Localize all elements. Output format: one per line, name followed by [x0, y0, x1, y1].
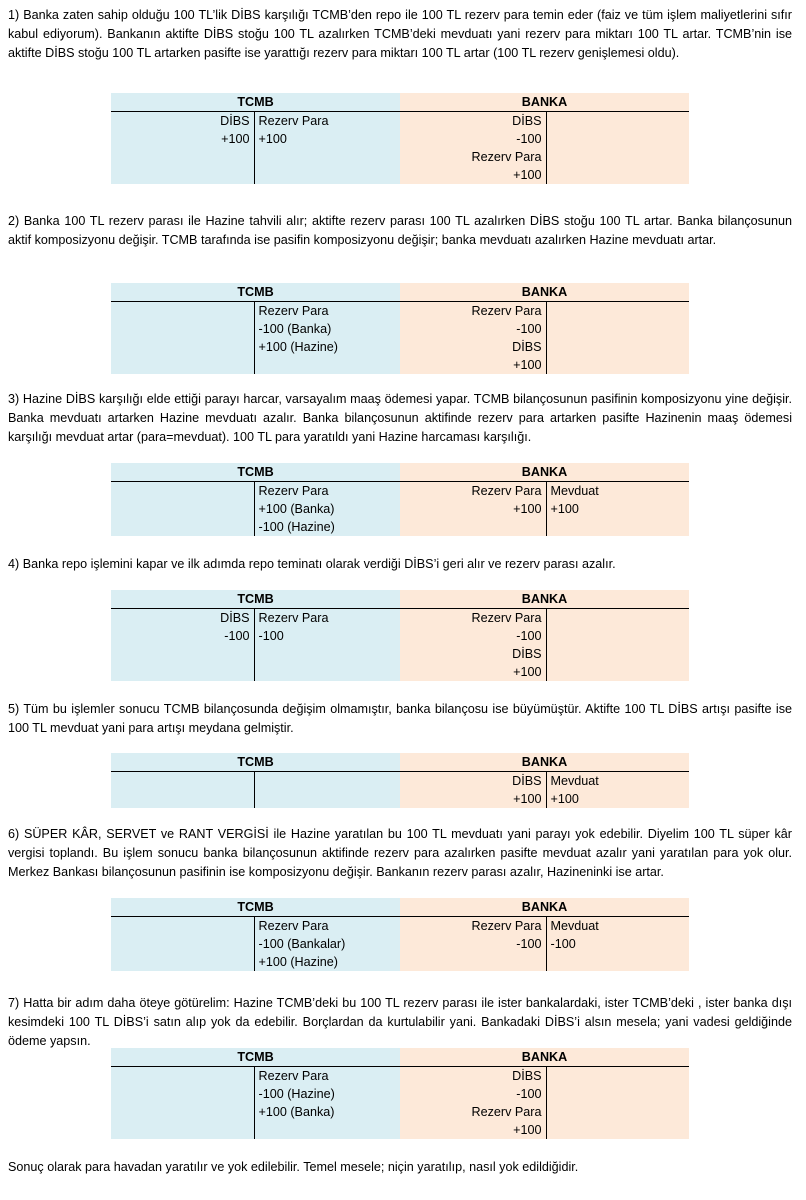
tcmb-liability-cell: -100 (Hazine): [254, 518, 400, 536]
tcmb-liability-cell: [254, 166, 400, 184]
banka-liability-cell: [546, 953, 689, 971]
tcmb-liability-cell: -100 (Banka): [254, 320, 400, 338]
ledger-row: [111, 1121, 689, 1139]
banka-liability-cell: [546, 302, 689, 321]
ledger-header-row: [111, 753, 689, 772]
banka-liability-cell: [546, 518, 689, 536]
tcmb-header: TCMB: [111, 898, 400, 917]
banka-liability-cell: [546, 320, 689, 338]
tcmb-asset-cell: [111, 166, 254, 184]
banka-liability-cell: [546, 1085, 689, 1103]
paragraph-step-2: 2) Banka 100 TL rezerv parası ile Hazine tahvili alır; aktifte rezerv parası 100 TL azalırken DİBS stoğu 100 TL artar. Banka bilançosunun aktif komposizyonu değişir. TCMB tarafında ise pasifin komposizyonu değişir; banka mevduatı azalırken Hazine mevduatı artar.: [8, 214, 792, 247]
ledger-row: [111, 338, 689, 356]
tcmb-asset-cell: DİBS: [111, 609, 254, 628]
ledger-row: [111, 112, 689, 131]
ledger-row: [111, 1103, 689, 1121]
paragraph-step-4: 4) Banka repo işlemini kapar ve ilk adımda repo teminatı olarak verdiği DİBS’i geri alır ve rezerv parası azalır.: [8, 557, 616, 571]
tcmb-liability-cell: [254, 356, 400, 374]
ledger-row: [111, 1067, 689, 1086]
ledger-row: [111, 609, 689, 628]
banka-header: BANKA: [400, 753, 689, 772]
tcmb-liability-cell: Rezerv Para: [254, 302, 400, 321]
tcmb-liability-cell: -100 (Bankalar): [254, 935, 400, 953]
banka-liability-cell: [546, 663, 689, 681]
tcmb-asset-cell: [111, 518, 254, 536]
banka-header: BANKA: [400, 93, 689, 112]
banka-header: BANKA: [400, 463, 689, 482]
banka-header: BANKA: [400, 283, 689, 302]
tcmb-liability-cell: +100: [254, 130, 400, 148]
banka-asset-cell: -100: [400, 935, 546, 953]
banka-liability-cell: [546, 1121, 689, 1139]
tcmb-asset-cell: [111, 482, 254, 501]
banka-asset-cell: +100: [400, 500, 546, 518]
ledger-row: [111, 148, 689, 166]
tcmb-header: TCMB: [111, 463, 400, 482]
tcmb-asset-cell: [111, 1085, 254, 1103]
banka-header: BANKA: [400, 1048, 689, 1067]
ledger-table-2: [111, 283, 689, 374]
ledger-header-row: [111, 590, 689, 609]
banka-asset-cell: DİBS: [400, 1067, 546, 1086]
tcmb-asset-cell: [111, 953, 254, 971]
tcmb-asset-cell: [111, 917, 254, 936]
ledger-table-4: [111, 590, 689, 681]
banka-liability-cell: [546, 148, 689, 166]
banka-liability-cell: [546, 645, 689, 663]
tcmb-header: TCMB: [111, 1048, 400, 1067]
tcmb-liability-cell: Rezerv Para: [254, 609, 400, 628]
tcmb-asset-cell: DİBS: [111, 112, 254, 131]
paragraph-step-5: 5) Tüm bu işlemler sonucu TCMB bilançosunda değişim olmamıştır, banka bilançosu ise büyümüştür. Aktifte 100 TL DİBS artışı pasifte ise 100 TL mevduat yani para artışı meydana gelmiştir.: [8, 702, 792, 735]
tcmb-asset-cell: -100: [111, 627, 254, 645]
tcmb-liability-cell: +100 (Hazine): [254, 953, 400, 971]
tcmb-liability-cell: -100 (Hazine): [254, 1085, 400, 1103]
tcmb-liability-cell: Rezerv Para: [254, 482, 400, 501]
tcmb-asset-cell: [111, 302, 254, 321]
ledger-table-1: [111, 93, 689, 184]
banka-liability-cell: [546, 130, 689, 148]
banka-liability-cell: Mevduat: [546, 772, 689, 791]
ledger-row: [111, 166, 689, 184]
ledger-row: [111, 500, 689, 518]
paragraph-conclusion: Sonuç olarak para havadan yaratılır ve yok edilebilir. Temel mesele; niçin yaratılıp, nasıl yok edildiğidir.: [8, 1160, 579, 1174]
ledger-row: [111, 935, 689, 953]
tcmb-liability-cell: Rezerv Para: [254, 1067, 400, 1086]
tcmb-liability-cell: Rezerv Para: [254, 112, 400, 131]
banka-asset-cell: -100: [400, 1085, 546, 1103]
banka-liability-cell: [546, 627, 689, 645]
tcmb-liability-cell: +100 (Hazine): [254, 338, 400, 356]
tcmb-header: TCMB: [111, 283, 400, 302]
tcmb-liability-cell: -100: [254, 627, 400, 645]
tcmb-asset-cell: +100: [111, 130, 254, 148]
tcmb-liability-cell: [254, 645, 400, 663]
banka-asset-cell: -100: [400, 320, 546, 338]
tcmb-asset-cell: [111, 148, 254, 166]
banka-liability-cell: [546, 338, 689, 356]
tcmb-liability-cell: [254, 772, 400, 791]
tcmb-liability-cell: [254, 790, 400, 808]
banka-asset-cell: -100: [400, 627, 546, 645]
tcmb-header: TCMB: [111, 590, 400, 609]
banka-asset-cell: +100: [400, 356, 546, 374]
ledger-row: [111, 320, 689, 338]
banka-liability-cell: +100: [546, 500, 689, 518]
banka-asset-cell: DİBS: [400, 772, 546, 791]
ledger-row: [111, 772, 689, 791]
banka-asset-cell: +100: [400, 663, 546, 681]
banka-asset-cell: Rezerv Para: [400, 148, 546, 166]
paragraph-step-6: 6) SÜPER KÂR, SERVET ve RANT VERGİSİ ile Hazine yaratılan bu 100 TL mevduatı yani parayı yok edebilir. Diyelim 100 TL süper kâr vergisi toplandı. Bu işlem sonucu banka bilançosunun aktifinde rezerv para azalırken pasifte mevduat azalır yani yaratılan para yok olur. Merkez Bankası bilançosunun pasifinin ise komposizyonu değişir. Bankanın rezerv parası azalır, Hazineninki ise artar.: [8, 827, 792, 879]
tcmb-asset-cell: [111, 663, 254, 681]
tcmb-asset-cell: [111, 338, 254, 356]
tcmb-liability-cell: +100 (Banka): [254, 500, 400, 518]
tcmb-header: TCMB: [111, 753, 400, 772]
tcmb-asset-cell: [111, 772, 254, 791]
ledger-row: [111, 356, 689, 374]
ledger-header-row: [111, 1048, 689, 1067]
banka-liability-cell: [546, 1067, 689, 1086]
ledger-table-5: [111, 753, 689, 808]
tcmb-asset-cell: [111, 935, 254, 953]
banka-asset-cell: [400, 953, 546, 971]
tcmb-asset-cell: [111, 1121, 254, 1139]
ledger-row: [111, 130, 689, 148]
banka-liability-cell: [546, 112, 689, 131]
banka-asset-cell: DİBS: [400, 338, 546, 356]
ledger-row: [111, 482, 689, 501]
banka-asset-cell: Rezerv Para: [400, 1103, 546, 1121]
banka-asset-cell: Rezerv Para: [400, 482, 546, 501]
ledger-table-3: [111, 463, 689, 536]
ledger-header-row: [111, 283, 689, 302]
tcmb-header: TCMB: [111, 93, 400, 112]
ledger-header-row: [111, 898, 689, 917]
banka-liability-cell: [546, 609, 689, 628]
paragraph-step-1: 1) Banka zaten sahip olduğu 100 TL’lik DİBS karşılığı TCMB’den repo ile 100 TL rezerv para temin eder (faiz ve tüm işlem maliyetlerini sıfır kabul ediyorum). Bankanın aktifte DİBS stoğu 100 TL azalırken TCMB’deki mevduatı yani rezerv para miktarı 100 TL artar. TCMB’nin ise aktifte DİBS stoğu 100 TL artarken pasifte ise yarattığı rezerv para miktarı 100 TL artar (100 TL rezerv genişlemesi oldu).: [8, 8, 792, 60]
tcmb-liability-cell: [254, 663, 400, 681]
ledger-header-row: [111, 463, 689, 482]
banka-asset-cell: +100: [400, 166, 546, 184]
tcmb-liability-cell: [254, 1121, 400, 1139]
ledger-header-row: [111, 93, 689, 112]
banka-liability-cell: Mevduat: [546, 917, 689, 936]
ledger-table-7: [111, 1048, 689, 1139]
ledger-row: [111, 790, 689, 808]
banka-liability-cell: -100: [546, 935, 689, 953]
banka-asset-cell: DİBS: [400, 645, 546, 663]
ledger-row: [111, 518, 689, 536]
banka-liability-cell: Mevduat: [546, 482, 689, 501]
banka-liability-cell: [546, 356, 689, 374]
tcmb-asset-cell: [111, 645, 254, 663]
banka-asset-cell: +100: [400, 790, 546, 808]
banka-asset-cell: Rezerv Para: [400, 302, 546, 321]
tcmb-asset-cell: [111, 356, 254, 374]
tcmb-asset-cell: [111, 790, 254, 808]
banka-asset-cell: -100: [400, 130, 546, 148]
banka-asset-cell: DİBS: [400, 112, 546, 131]
ledger-row: [111, 953, 689, 971]
banka-asset-cell: Rezerv Para: [400, 609, 546, 628]
tcmb-liability-cell: [254, 148, 400, 166]
ledger-row: [111, 302, 689, 321]
banka-header: BANKA: [400, 590, 689, 609]
tcmb-asset-cell: [111, 500, 254, 518]
tcmb-asset-cell: [111, 1103, 254, 1121]
banka-header: BANKA: [400, 898, 689, 917]
ledger-row: [111, 645, 689, 663]
tcmb-liability-cell: Rezerv Para: [254, 917, 400, 936]
ledger-row: [111, 1085, 689, 1103]
tcmb-asset-cell: [111, 1067, 254, 1086]
tcmb-liability-cell: +100 (Banka): [254, 1103, 400, 1121]
ledger-table-6: [111, 898, 689, 971]
ledger-row: [111, 627, 689, 645]
ledger-row: [111, 663, 689, 681]
ledger-row: [111, 917, 689, 936]
paragraph-step-3: 3) Hazine DİBS karşılığı elde ettiği parayı harcar, varsayalım maaş ödemesi yapar. TCMB bilançosunun pasifinin komposizyonu yine değişir. Banka mevduatı artarken Hazine mevduatı azalır. Banka bilançosunun aktifinde rezerv para artarken pasifte Hazinenin maaş ödemesi karşılığı mevduat artar (para=mevduat). 100 TL para yaratıldı yani Hazine harcaması karşılığı.: [8, 392, 792, 444]
banka-liability-cell: [546, 166, 689, 184]
banka-asset-cell: [400, 518, 546, 536]
banka-liability-cell: [546, 1103, 689, 1121]
banka-liability-cell: +100: [546, 790, 689, 808]
tcmb-asset-cell: [111, 320, 254, 338]
paragraph-step-7: 7) Hatta bir adım daha öteye götürelim: Hazine TCMB’deki bu 100 TL rezerv parası ile ister bankalardaki, ister TCMB’deki , ister banka dışı kesimdeki 100 TL DİBS’i satın alıp yok da edebilir. Borçlardan da kurtulabilir yani. Bankadaki DİBS’i alsın mesela; yani vadesi geldiğinde ödeme yapsın.: [8, 996, 792, 1048]
banka-asset-cell: Rezerv Para: [400, 917, 546, 936]
banka-asset-cell: +100: [400, 1121, 546, 1139]
